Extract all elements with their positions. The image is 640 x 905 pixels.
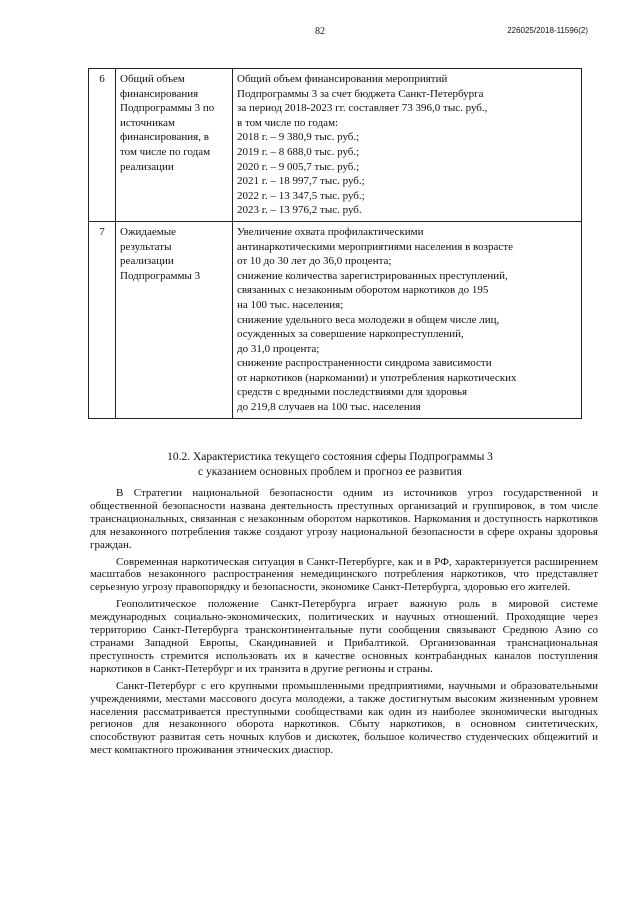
row-value-line: 2021 г. – 18 997,7 тыс. руб.; bbox=[237, 175, 365, 188]
row-value-line: Общий объем финансирования мероприятий bbox=[237, 73, 448, 85]
row-value-line: до 31,0 процента; bbox=[237, 342, 320, 355]
row-value-line: на 100 тыс. населения; bbox=[237, 298, 344, 311]
document-id: 226025/2018-11596(2) bbox=[507, 26, 588, 35]
row-value-line: Увеличение охвата профилактическими bbox=[237, 225, 424, 238]
row-value-line: от наркотиков (наркомании) и употребления наркотических bbox=[237, 371, 517, 384]
row-value-line: связанных с незаконным оборотом наркотиков до 195 bbox=[237, 284, 489, 297]
row-value-line: снижение удельного веса молодежи в общем числе лиц, bbox=[237, 313, 500, 326]
row-value-line: осужденных за совершение наркопреступлений, bbox=[237, 328, 464, 341]
row-name-line: Общий объем bbox=[120, 73, 185, 85]
section-heading-line: 10.2. Характеристика текущего состояния сферы Подпрограммы 3 bbox=[167, 451, 493, 463]
table-row bbox=[89, 221, 582, 418]
page-number: 82 bbox=[315, 26, 325, 37]
row-value-cell bbox=[233, 221, 582, 418]
row-value-cell bbox=[233, 69, 582, 222]
paragraph: Современная наркотическая ситуация в Санкт-Петербурге, как и в РФ, характеризуется расширением масштабов незаконного распространения немедицинского потребления наркотиков, что представляет серьезную угрозу правопорядку и безопасности, экономике Санкт-Петербурга, здоровью его жителей. bbox=[90, 555, 598, 594]
row-value-line: до 219,8 случаев на 100 тыс. населения bbox=[237, 401, 421, 414]
paragraph: Санкт-Петербург с его крупными промышленными предприятиями, научными и образовательными учреждениями, местами массового досуга молодежи, а также достигнутым высоким жизненным уровнем населения рассматривается преступными сообществами как один из наиболее экономически выгодных регионов для незаконного оборота наркотиков. Сбыту наркотиков, в основном синтетических, способствуют развитая сеть ночных клубов и дискотек, большое количество студенческих общежитий и мест компактного проживания этнических диаспор. bbox=[90, 679, 598, 757]
subprogram-passport-table bbox=[88, 68, 582, 419]
row-name-line: финансирования, в bbox=[120, 131, 209, 144]
row-name-line: реализации bbox=[120, 255, 174, 268]
row-name-line: результаты bbox=[120, 240, 172, 253]
row-value-line: 2022 г. – 13 347,5 тыс. руб.; bbox=[237, 189, 365, 202]
row-value-line: от 10 до 30 лет до 36,0 процента; bbox=[237, 255, 392, 268]
section-heading-line: с указанием основных проблем и прогноз ее развития bbox=[198, 466, 462, 478]
row-value-line: 2020 г. – 9 005,7 тыс. руб.; bbox=[237, 160, 360, 173]
table-row bbox=[89, 69, 582, 222]
row-value-line: 2019 г. – 8 688,0 тыс. руб.; bbox=[237, 145, 360, 158]
row-name-line: источникам bbox=[120, 116, 175, 129]
row-name-line: Подпрограммы 3 bbox=[120, 269, 201, 282]
row-value-line: 2018 г. – 9 380,9 тыс. руб.; bbox=[237, 131, 360, 144]
row-value-line: 2023 г. – 13 976,2 тыс. руб. bbox=[237, 204, 362, 217]
row-number: 7 bbox=[89, 221, 116, 418]
body-text bbox=[90, 487, 598, 761]
row-value-line: снижение распространенности синдрома зависимости bbox=[237, 357, 492, 370]
row-name-line: финансирования bbox=[120, 87, 199, 100]
row-name-line: том числе по годам bbox=[120, 145, 211, 158]
row-value-line: снижение количества зарегистрированных преступлений, bbox=[237, 269, 508, 282]
row-value-line: за период 2018-2023 гг. составляет 73 396,0 тыс. руб., bbox=[237, 102, 488, 115]
row-value-line: Подпрограммы 3 за счет бюджета Санкт-Петербурга bbox=[237, 87, 484, 100]
section-heading bbox=[60, 450, 600, 480]
paragraph: Геополитическое положение Санкт-Петербурга играет важную роль в мировой системе международных социально-экономических, политических и научных отношений. Проходящие через территорию Санкт-Петербурга трансконтинентальные пути сообщения связывают Среднюю Азию со странами Западной Европы, Скандинавией и Прибалтикой. Организованная транснациональная преступность стремится использовать их в качестве основных контрабандных каналов поступления наркотиков в Санкт-Петербург и их транзита в другие регионы и страны. bbox=[90, 598, 598, 675]
row-value-line: средств с вредными последствиями для здоровья bbox=[237, 386, 468, 399]
row-number: 6 bbox=[89, 69, 116, 222]
row-name-line: реализации bbox=[120, 160, 174, 173]
row-name-line: Подпрограммы 3 по bbox=[120, 102, 215, 115]
row-value-line: антинаркотическими мероприятиями населения в возрасте bbox=[237, 240, 513, 253]
row-value-line: в том числе по годам: bbox=[237, 116, 339, 129]
row-name-line: Ожидаемые bbox=[120, 225, 177, 238]
row-name-cell bbox=[116, 69, 233, 222]
row-name-cell bbox=[116, 221, 233, 418]
paragraph: В Стратегии национальной безопасности одним из источников угроз государственной и общественной безопасности названа деятельность преступных организаций и группировок, в том числе транснациональных, связанная с незаконным оборотом наркотиков. Наркомания и доступность наркотиков для незаконного потребления также создают угрозу национальной безопасности в сфере охраны здоровья граждан. bbox=[90, 487, 598, 551]
